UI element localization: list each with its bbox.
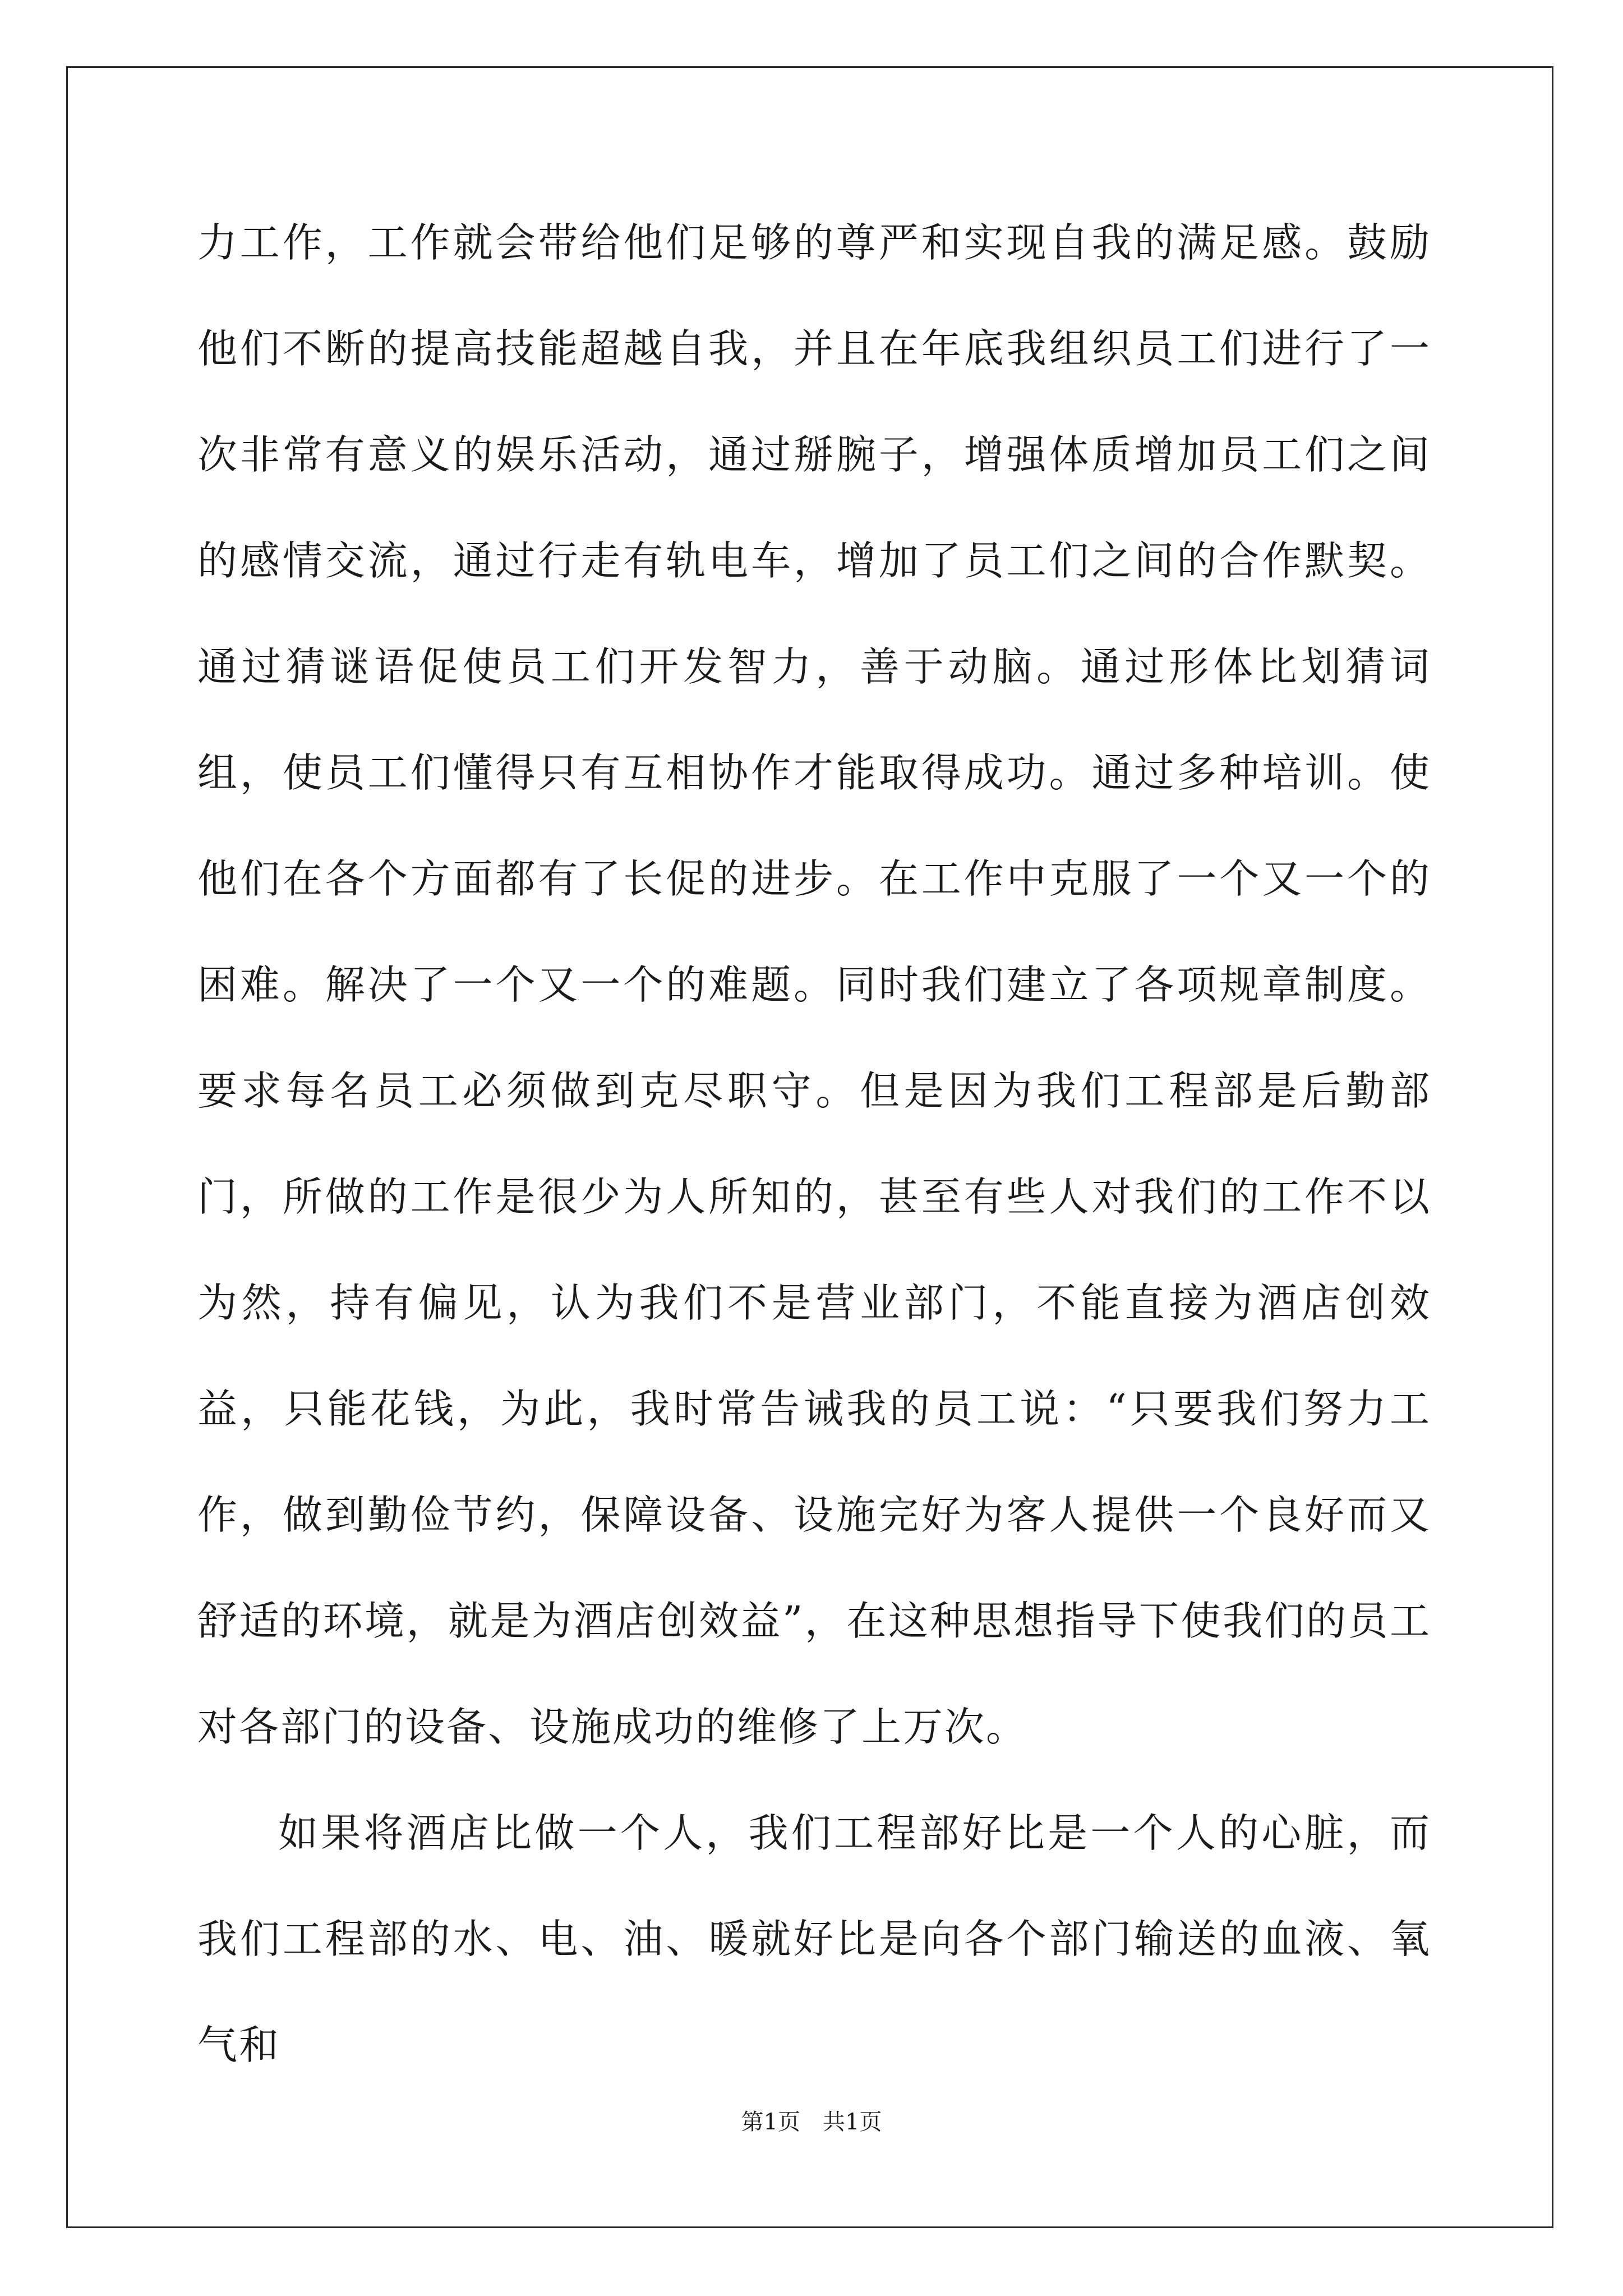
page-number-footer: 第1页 共1页 xyxy=(741,2109,882,2135)
paragraph-2: 如果将酒店比做一个人，我们工程部好比是一个人的心脏，而我们工程部的水、电、油、暖就好比是向各个部门输送的血液、氧气和 xyxy=(197,1810,1431,2068)
paragraph-1: 力工作，工作就会带给他们足够的尊严和实现自我的满足感。鼓励他们不断的提高技能超越自我，并且在年底我组织员工们进行了一次非常有意义的娱乐活动，通过掰腕子，增强体质增加员工们之间的感情交流，通过行走有轨电车，增加了员工们之间的合作默契。通过猜谜语促使员工们开发智力，善于动脑。通过形体比划猜词组，使员工们懂得只有互相协作才能取得成功。通过多种培训。使他们在各个方面都有了长促的进步。在工作中克服了一个又一个的困难。解决了一个又一个的难题。同时我们建立了各项规章制度。要求每名员工必须做到克尽职守。但是因为我们工程部是后勤部门，所做的工作是很少为人所知的，甚至有些人对我们的工作不以为然，持有偏见，认为我们不是营业部门，不能直接为酒店创效益，只能花钱，为此，我时常告诫我的员工说：“只要我们努力工作，做到勤俭节约，保障设备、设施完好为客人提供一个良好而又舒适的环境，就是为酒店创效益”，在这种思想指导下使我们的员工对各部门的设备、设施成功的维修了上万次。 xyxy=(197,219,1431,1750)
document-body xyxy=(197,190,1431,2098)
